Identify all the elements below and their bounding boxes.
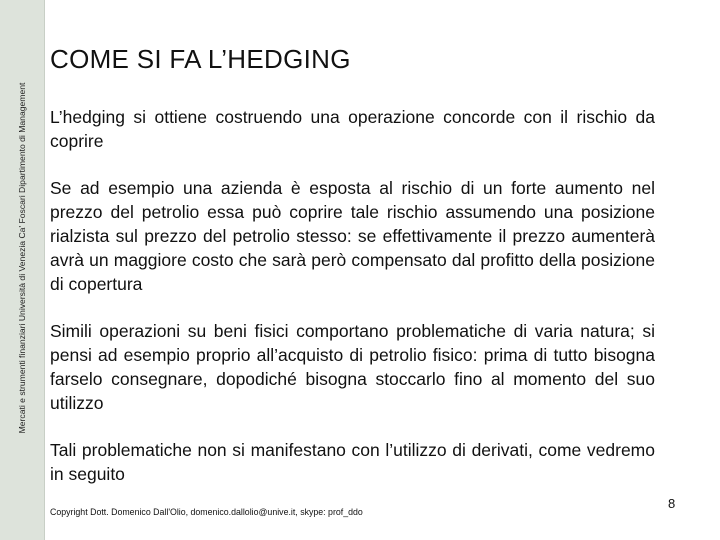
sidebar-caption: Mercati e strumenti finanziari Università di Venezia Ca' Foscari Dipartimento di Management xyxy=(17,82,27,434)
page-number: 8 xyxy=(668,496,676,511)
slide-title: COME SI FA L’HEDGING xyxy=(50,44,351,74)
paragraph-4: Tali problematiche non si manifestano con l’utilizzo di derivati, come vedremo in seguito xyxy=(50,440,655,484)
paragraph-2: Se ad esempio una azienda è esposta al rischio di un forte aumento nel prezzo del petrolio essa può coprire tale rischio assumendo una posizione rialzista sul prezzo del petrolio stesso: se effettivamente il prezzo aumenterà avrà un maggiore costo che sarà però compensato dal profitto della posizione di copertura xyxy=(50,178,655,294)
slide-content xyxy=(50,105,655,509)
paragraph-3: Simili operazioni su beni fisici comportano problematiche di varia natura; si pensi ad esempio proprio all’acquisto di petrolio fisico: prima di tutto bisogna farselo consegnare, dopodiché bisogna stoccarlo fino al momento del suo utilizzo xyxy=(50,321,655,413)
sidebar xyxy=(0,0,45,540)
footer-copyright: Copyright Dott. Domenico Dall'Olio, domenico.dallolio@unive.it, skype: prof_ddo xyxy=(50,507,363,517)
paragraph-1: L’hedging si ottiene costruendo una operazione concorde con il rischio da coprire xyxy=(50,107,655,151)
